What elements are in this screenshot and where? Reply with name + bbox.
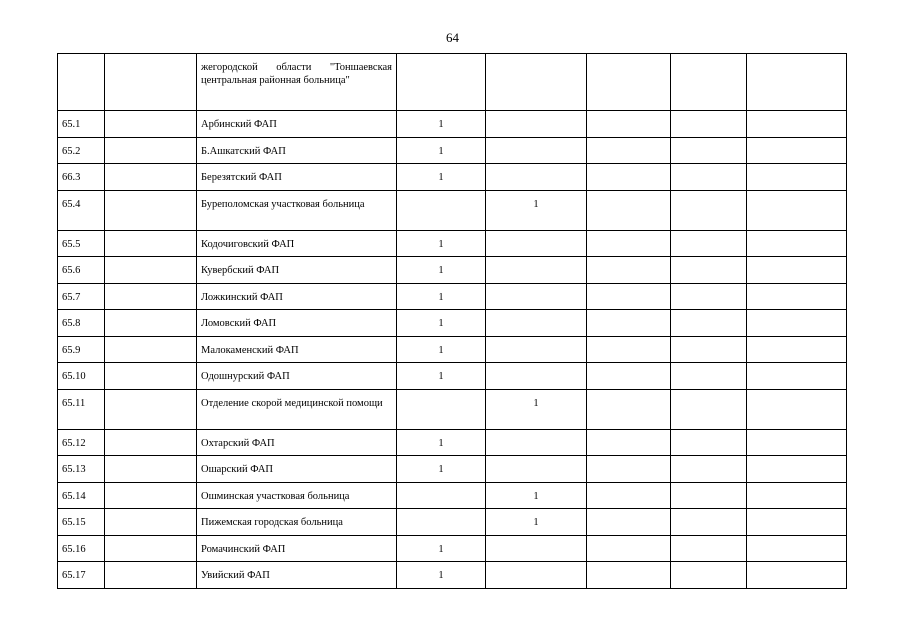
cell-empty [747, 54, 847, 111]
cell-name: Ложкинский ФАП [197, 283, 397, 310]
cell-name: Буреполомская участковая больница [197, 190, 397, 230]
cell-value [486, 283, 587, 310]
cell-empty [587, 363, 671, 390]
cell-value: 1 [397, 310, 486, 337]
cell-num: 65.5 [58, 230, 105, 257]
cell-empty [105, 482, 197, 509]
cell-value [486, 363, 587, 390]
cell-empty [747, 164, 847, 191]
cell-value [486, 336, 587, 363]
cell-name: Арбинский ФАП [197, 111, 397, 138]
cell-value [397, 389, 486, 429]
cell-num: 65.12 [58, 429, 105, 456]
table-row [58, 283, 847, 310]
cell-value: 1 [397, 283, 486, 310]
cell-name: Ошарский ФАП [197, 456, 397, 483]
table-row [58, 111, 847, 138]
cell-num: 65.9 [58, 336, 105, 363]
cell-value: 1 [397, 164, 486, 191]
cell-value [486, 257, 587, 284]
cell-num: 65.15 [58, 509, 105, 536]
cell-value: 1 [397, 363, 486, 390]
cell-value: 1 [397, 257, 486, 284]
cell-value: 1 [397, 137, 486, 164]
table-row [58, 190, 847, 230]
cell-empty [747, 310, 847, 337]
table-row [58, 509, 847, 536]
cell-num: 65.17 [58, 562, 105, 589]
cell-value [486, 164, 587, 191]
cell-value: 1 [397, 429, 486, 456]
table-row [58, 257, 847, 284]
cell-empty [671, 54, 747, 111]
cell-name: Кувербский ФАП [197, 257, 397, 284]
page-number: 64 [446, 30, 459, 45]
table-row [58, 363, 847, 390]
cell-empty [587, 429, 671, 456]
cell-value: 1 [397, 535, 486, 562]
cell-empty [587, 190, 671, 230]
cell-name: Увийский ФАП [197, 562, 397, 589]
cell-value: 1 [397, 230, 486, 257]
cell-num: 65.10 [58, 363, 105, 390]
cell-num: 65.8 [58, 310, 105, 337]
cell-empty [747, 456, 847, 483]
cell-name: Охтарский ФАП [197, 429, 397, 456]
cell-name: Ромачинский ФАП [197, 535, 397, 562]
cell-num [58, 54, 105, 111]
cell-empty [105, 283, 197, 310]
cell-empty [105, 257, 197, 284]
cell-empty [671, 111, 747, 138]
cell-value [486, 111, 587, 138]
cell-empty [105, 456, 197, 483]
cell-value [397, 482, 486, 509]
cell-empty [587, 310, 671, 337]
cell-empty [747, 111, 847, 138]
cell-empty [105, 164, 197, 191]
cell-empty [587, 336, 671, 363]
cell-empty [671, 164, 747, 191]
cell-empty [671, 535, 747, 562]
table-row [58, 456, 847, 483]
cell-empty [671, 509, 747, 536]
cell-empty [747, 429, 847, 456]
table-row [58, 164, 847, 191]
table-row [58, 336, 847, 363]
cell-value [486, 456, 587, 483]
cell-empty [747, 336, 847, 363]
cell-value [486, 562, 587, 589]
cell-empty [587, 54, 671, 111]
cell-num: 65.1 [58, 111, 105, 138]
cell-empty [671, 389, 747, 429]
cell-empty [747, 535, 847, 562]
cell-empty [671, 429, 747, 456]
cell-num: 65.4 [58, 190, 105, 230]
cell-num: 65.13 [58, 456, 105, 483]
cell-value [486, 535, 587, 562]
table-row [58, 310, 847, 337]
cell-empty [747, 562, 847, 589]
cell-empty [671, 336, 747, 363]
cell-empty [105, 111, 197, 138]
cell-empty [747, 363, 847, 390]
cell-value [486, 310, 587, 337]
cell-name: Ошминская участковая больница [197, 482, 397, 509]
cell-empty [747, 190, 847, 230]
cell-empty [587, 111, 671, 138]
cell-num: 65.11 [58, 389, 105, 429]
cell-empty [747, 137, 847, 164]
cell-name: Одошнурский ФАП [197, 363, 397, 390]
cell-empty [671, 257, 747, 284]
cell-empty [671, 310, 747, 337]
cell-empty [671, 456, 747, 483]
table-row [58, 137, 847, 164]
cell-empty [587, 137, 671, 164]
cell-name: Ломовский ФАП [197, 310, 397, 337]
cell-empty [587, 164, 671, 191]
cell-empty [671, 363, 747, 390]
cell-empty [747, 230, 847, 257]
cell-name: Кодочиговский ФАП [197, 230, 397, 257]
cell-name: Малокаменский ФАП [197, 336, 397, 363]
cell-name: Пижемская городская больница [197, 509, 397, 536]
cell-empty [105, 230, 197, 257]
cell-empty [587, 257, 671, 284]
cell-num: 65.16 [58, 535, 105, 562]
cell-value [486, 429, 587, 456]
facilities-table [57, 53, 847, 589]
cell-empty [671, 482, 747, 509]
cell-empty [671, 230, 747, 257]
cell-name: Б.Ашкатский ФАП [197, 137, 397, 164]
cell-value: 1 [486, 509, 587, 536]
cell-empty [105, 562, 197, 589]
cell-name: Отделение скорой медицинской помощи [197, 389, 397, 429]
cell-empty [671, 190, 747, 230]
cell-empty [105, 509, 197, 536]
cell-value [397, 190, 486, 230]
cell-empty [747, 283, 847, 310]
cell-num: 66.3 [58, 164, 105, 191]
cell-empty [105, 310, 197, 337]
cell-num: 65.14 [58, 482, 105, 509]
table-row [58, 482, 847, 509]
cell-empty [105, 336, 197, 363]
cell-num: 65.7 [58, 283, 105, 310]
cell-empty [671, 283, 747, 310]
cell-empty [587, 562, 671, 589]
cell-value: 1 [397, 111, 486, 138]
cell-value: 1 [486, 190, 587, 230]
cell-value [486, 54, 587, 111]
cell-empty [105, 137, 197, 164]
cell-empty [587, 456, 671, 483]
cell-empty [747, 389, 847, 429]
cell-empty [747, 482, 847, 509]
cell-value: 1 [397, 562, 486, 589]
cell-empty [587, 230, 671, 257]
cell-empty [105, 429, 197, 456]
cell-empty [671, 562, 747, 589]
cell-empty [587, 535, 671, 562]
cell-value [486, 230, 587, 257]
cell-empty [105, 363, 197, 390]
cell-empty [105, 389, 197, 429]
cell-empty [587, 509, 671, 536]
table-row-continuation [58, 54, 847, 111]
cell-empty [587, 283, 671, 310]
cell-value: 1 [486, 389, 587, 429]
table-row [58, 429, 847, 456]
cell-value [397, 54, 486, 111]
cell-num: 65.6 [58, 257, 105, 284]
table-row [58, 389, 847, 429]
cell-empty [105, 54, 197, 111]
table-row [58, 230, 847, 257]
table-row [58, 562, 847, 589]
cell-empty [105, 190, 197, 230]
cell-num: 65.2 [58, 137, 105, 164]
cell-empty [747, 257, 847, 284]
cell-value [486, 137, 587, 164]
cell-empty [587, 482, 671, 509]
cell-empty [587, 389, 671, 429]
cell-name: жегородской области "Тоншаевская центральная районная больница" [197, 54, 397, 111]
cell-value: 1 [486, 482, 587, 509]
cell-value: 1 [397, 456, 486, 483]
cell-value: 1 [397, 336, 486, 363]
cell-empty [747, 509, 847, 536]
cell-name: Березятский ФАП [197, 164, 397, 191]
cell-empty [671, 137, 747, 164]
table-row [58, 535, 847, 562]
cell-value [397, 509, 486, 536]
cell-empty [105, 535, 197, 562]
